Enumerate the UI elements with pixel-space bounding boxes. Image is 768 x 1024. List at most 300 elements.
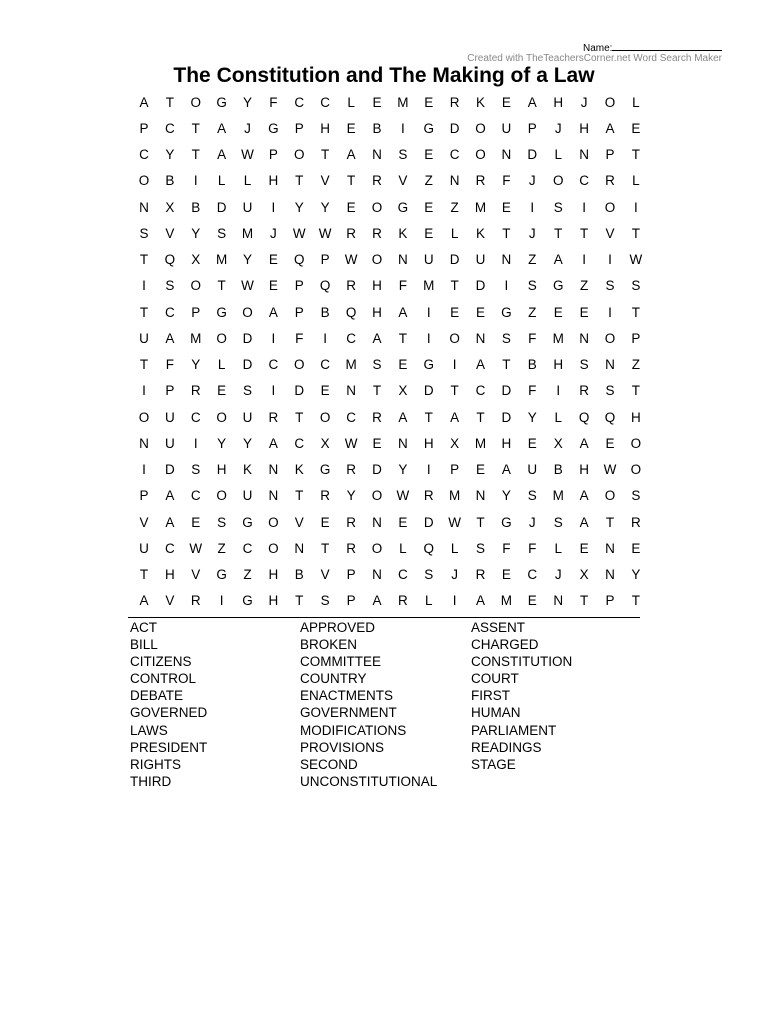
- grid-letter: C: [190, 409, 201, 425]
- grid-letter: L: [243, 173, 252, 189]
- grid-letter: U: [139, 330, 149, 346]
- grid-letter: Y: [243, 94, 253, 110]
- grid-letter: L: [554, 147, 562, 163]
- grid-letter: V: [191, 567, 201, 583]
- grid-row: [131, 404, 649, 430]
- grid-letter: W: [448, 514, 461, 530]
- grid-letter: T: [295, 593, 304, 609]
- grid-letter: S: [217, 514, 227, 530]
- grid-letter: D: [475, 278, 486, 294]
- grid-letter: E: [424, 225, 434, 241]
- grid-letter: A: [398, 304, 408, 320]
- grid-letter: S: [527, 278, 537, 294]
- grid-letter: O: [216, 330, 227, 346]
- grid-letter: S: [605, 278, 615, 294]
- grid-letter: E: [217, 383, 227, 399]
- grid-letter: T: [579, 593, 589, 609]
- grid-letter: H: [372, 278, 382, 294]
- grid-letter: M: [190, 330, 202, 346]
- grid-letter: X: [320, 435, 330, 451]
- letter-grid: [131, 89, 649, 614]
- grid-letter: K: [476, 94, 486, 110]
- grid-letter: E: [579, 540, 589, 556]
- grid-letter: H: [268, 567, 279, 583]
- grid-letter: G: [242, 593, 253, 609]
- grid-letter: O: [552, 173, 564, 189]
- word-item: COURT: [471, 671, 519, 687]
- grid-letter: Y: [631, 567, 641, 583]
- grid-letter: R: [423, 488, 434, 504]
- grid-letter: V: [165, 225, 175, 241]
- grid-letter: A: [217, 120, 227, 136]
- grid-letter: O: [268, 514, 279, 530]
- grid-letter: C: [346, 330, 356, 346]
- grid-letter: T: [502, 225, 511, 241]
- grid-letter: G: [501, 304, 512, 320]
- grid-letter: L: [632, 173, 640, 189]
- grid-letter: C: [579, 173, 589, 189]
- grid-letter: F: [528, 540, 537, 556]
- grid-letter: J: [528, 225, 536, 241]
- grid-letter: P: [294, 120, 304, 136]
- grid-letter: A: [268, 304, 278, 320]
- grid-letter: M: [552, 330, 564, 346]
- grid-letter: Z: [243, 567, 252, 583]
- grid-letter: S: [243, 383, 253, 399]
- word-item: HUMAN: [471, 705, 521, 721]
- grid-letter: C: [294, 435, 305, 451]
- grid-letter: U: [139, 540, 149, 556]
- grid-letter: N: [579, 330, 589, 346]
- grid-letter: H: [630, 409, 641, 425]
- grid-letter: R: [449, 94, 460, 110]
- grid-letter: P: [320, 252, 330, 268]
- grid-letter: S: [553, 514, 563, 530]
- grid-letter: N: [139, 435, 149, 451]
- grid-letter: E: [320, 383, 330, 399]
- grid-letter: N: [397, 252, 408, 268]
- grid-letter: H: [164, 567, 175, 583]
- grid-letter: B: [294, 567, 304, 583]
- grid-letter: N: [346, 383, 356, 399]
- word-item: BILL: [130, 637, 158, 653]
- grid-letter: E: [501, 567, 511, 583]
- grid-letter: A: [579, 514, 589, 530]
- grid-letter: U: [242, 199, 253, 215]
- grid-letter: E: [476, 304, 486, 320]
- grid-letter: L: [554, 540, 562, 556]
- grid-letter: S: [476, 540, 486, 556]
- grid-letter: O: [449, 330, 460, 346]
- grid-letter: Z: [528, 304, 537, 320]
- grid-letter: O: [630, 462, 642, 478]
- word-item: ACT: [130, 620, 157, 635]
- grid-letter: D: [423, 514, 434, 530]
- grid-letter: F: [295, 330, 304, 346]
- grid-letter: O: [190, 94, 201, 110]
- grid-letter: Y: [501, 488, 511, 504]
- grid-letter: R: [346, 514, 356, 530]
- grid-letter: C: [320, 357, 331, 373]
- grid-letter: H: [553, 94, 564, 110]
- grid-letter: T: [424, 409, 433, 425]
- grid-letter: H: [320, 120, 331, 136]
- grid-letter: A: [139, 94, 149, 110]
- grid-letter: A: [476, 357, 486, 373]
- grid-letter: E: [191, 514, 201, 530]
- grid-letter: J: [554, 567, 562, 583]
- grid-letter: L: [450, 540, 459, 556]
- grid-letter: R: [397, 593, 408, 609]
- grid-letter: T: [502, 357, 511, 373]
- grid-letter: J: [554, 120, 562, 136]
- grid-row: [131, 325, 649, 351]
- grid-letter: S: [320, 593, 330, 609]
- grid-letter: G: [216, 567, 227, 583]
- grid-letter: I: [633, 199, 638, 215]
- grid-letter: I: [426, 462, 431, 478]
- grid-letter: R: [320, 488, 331, 504]
- grid-letter: N: [372, 147, 382, 163]
- grid-letter: D: [449, 120, 460, 136]
- grid-letter: C: [139, 147, 149, 163]
- grid-letter: G: [501, 514, 512, 530]
- grid-letter: P: [605, 593, 615, 609]
- grid-letter: E: [501, 199, 511, 215]
- grid-letter: I: [582, 252, 586, 268]
- grid-letter: P: [346, 567, 356, 583]
- grid-letter: E: [424, 199, 434, 215]
- word-item: COMMITTEE: [300, 654, 381, 670]
- grid-letter: W: [292, 225, 306, 241]
- grid-letter: L: [347, 94, 355, 110]
- word-column: [471, 619, 641, 790]
- grid-letter: V: [398, 173, 408, 189]
- grid-letter: P: [527, 120, 537, 136]
- grid-letter: P: [294, 304, 304, 320]
- grid-letter: F: [269, 94, 278, 110]
- grid-letter: O: [190, 278, 201, 294]
- word-item: SECOND: [300, 756, 358, 772]
- grid-letter: T: [346, 173, 356, 189]
- grid-letter: A: [346, 147, 356, 163]
- grid-letter: I: [271, 199, 276, 215]
- grid-letter: S: [139, 225, 149, 241]
- grid-letter: E: [527, 435, 537, 451]
- grid-letter: W: [344, 252, 358, 268]
- grid-letter: O: [138, 173, 150, 189]
- grid-letter: N: [605, 540, 615, 556]
- grid-letter: X: [191, 252, 201, 268]
- grid-letter: E: [398, 514, 408, 530]
- grid-letter: T: [139, 252, 149, 268]
- grid-letter: I: [608, 304, 612, 320]
- word-item: READINGS: [471, 739, 542, 755]
- grid-letter: E: [579, 304, 589, 320]
- grid-letter: A: [398, 409, 408, 425]
- grid-letter: Z: [579, 278, 589, 294]
- grid-letter: S: [527, 488, 537, 504]
- grid-letter: D: [242, 330, 253, 346]
- grid-letter: V: [605, 225, 615, 241]
- grid-letter: J: [528, 173, 536, 189]
- grid-letter: K: [243, 462, 253, 478]
- grid-letter: D: [501, 383, 512, 399]
- grid-letter: S: [605, 383, 615, 399]
- grid-letter: I: [452, 357, 457, 373]
- grid-letter: M: [474, 199, 487, 215]
- grid-letter: Y: [527, 409, 537, 425]
- grid-letter: I: [504, 278, 509, 294]
- grid-letter: C: [449, 147, 460, 163]
- word-item: CONSTITUTION: [471, 654, 573, 670]
- grid-letter: W: [189, 540, 203, 556]
- grid-letter: T: [321, 147, 330, 163]
- grid-letter: C: [164, 120, 175, 136]
- word-item: GOVERNED: [130, 705, 208, 721]
- grid-letter: Z: [528, 252, 537, 268]
- grid-letter: T: [554, 225, 563, 241]
- grid-letter: F: [502, 540, 511, 556]
- grid-letter: S: [424, 567, 434, 583]
- grid-letter: I: [219, 593, 224, 609]
- grid-letter: U: [475, 252, 486, 268]
- grid-letter: C: [164, 304, 175, 320]
- grid-letter: R: [605, 173, 615, 189]
- grid-letter: R: [268, 409, 279, 425]
- grid-letter: M: [500, 593, 513, 609]
- grid-letter: J: [270, 225, 277, 241]
- grid-letter: K: [398, 225, 408, 241]
- grid-letter: N: [294, 540, 305, 556]
- grid-letter: X: [165, 199, 175, 215]
- grid-letter: D: [294, 383, 305, 399]
- grid-letter: O: [604, 488, 616, 504]
- grid-row: [131, 194, 649, 220]
- grid-letter: N: [139, 199, 149, 215]
- grid-letter: A: [501, 462, 511, 478]
- grid-letter: T: [139, 357, 149, 373]
- grid-letter: I: [142, 462, 146, 478]
- grid-letter: O: [268, 540, 279, 556]
- grid-letter: S: [398, 147, 408, 163]
- grid-letter: W: [241, 147, 254, 163]
- grid-letter: R: [475, 567, 486, 583]
- grid-letter: C: [527, 567, 538, 583]
- grid-letter: G: [268, 120, 279, 136]
- grid-letter: A: [553, 252, 563, 268]
- grid-letter: O: [319, 409, 331, 425]
- grid-letter: P: [346, 593, 356, 609]
- grid-letter: W: [318, 225, 332, 241]
- grid-letter: Y: [243, 252, 253, 268]
- grid-letter: T: [321, 540, 330, 556]
- grid-letter: Y: [191, 357, 201, 373]
- grid-letter: X: [398, 383, 408, 399]
- grid-letter: I: [142, 383, 146, 399]
- grid-letter: N: [475, 488, 486, 504]
- grid-letter: S: [165, 278, 175, 294]
- grid-letter: L: [217, 357, 226, 373]
- grid-letter: V: [320, 567, 330, 583]
- word-item: CONTROL: [130, 671, 197, 687]
- grid-letter: S: [191, 462, 201, 478]
- grid-letter: H: [423, 435, 434, 451]
- grid-letter: C: [475, 383, 486, 399]
- grid-letter: T: [605, 514, 615, 530]
- grid-letter: O: [294, 147, 305, 163]
- grid-letter: H: [268, 173, 279, 189]
- word-item: GOVERNMENT: [300, 705, 397, 721]
- grid-letter: I: [426, 304, 431, 320]
- grid-letter: P: [268, 147, 278, 163]
- grid-letter: O: [371, 488, 383, 504]
- grid-letter: I: [452, 593, 457, 609]
- grid-letter: N: [501, 252, 512, 268]
- grid-letter: U: [501, 120, 512, 136]
- grid-letter: A: [139, 593, 149, 609]
- grid-letter: R: [475, 173, 486, 189]
- credit-text: Created with TheTeachersCorner.net Word Search Maker: [467, 53, 722, 64]
- grid-letter: E: [424, 147, 434, 163]
- grid-letter: I: [530, 199, 535, 215]
- grid-letter: X: [553, 435, 563, 451]
- grid-letter: E: [346, 199, 356, 215]
- grid-letter: J: [580, 94, 588, 110]
- grid-row: [131, 115, 649, 141]
- word-column: [300, 619, 471, 790]
- grid-letter: I: [193, 173, 198, 189]
- grid-row: [131, 509, 649, 535]
- grid-letter: K: [294, 462, 304, 478]
- grid-letter: I: [271, 330, 276, 346]
- grid-letter: G: [423, 120, 434, 136]
- grid-letter: I: [193, 435, 198, 451]
- grid-letter: O: [630, 435, 642, 451]
- grid-letter: R: [579, 383, 589, 399]
- grid-letter: W: [603, 462, 617, 478]
- grid-letter: P: [450, 462, 460, 478]
- grid-letter: J: [451, 567, 458, 583]
- grid-letter: E: [372, 435, 382, 451]
- grid-letter: C: [294, 94, 305, 110]
- grid-letter: M: [552, 488, 564, 504]
- grid-letter: V: [294, 514, 304, 530]
- grid-letter: A: [372, 330, 382, 346]
- grid-letter: F: [398, 278, 407, 294]
- grid-letter: Z: [631, 357, 640, 373]
- grid-letter: O: [371, 252, 383, 268]
- grid-row: [131, 457, 649, 483]
- grid-letter: Q: [578, 409, 590, 425]
- grid-letter: U: [164, 435, 175, 451]
- grid-letter: E: [527, 593, 537, 609]
- grid-letter: B: [553, 462, 563, 478]
- grid-letter: L: [424, 593, 433, 609]
- grid-letter: R: [190, 383, 201, 399]
- grid-letter: H: [579, 462, 589, 478]
- grid-letter: L: [632, 94, 640, 110]
- grid-letter: V: [139, 514, 149, 530]
- grid-letter: F: [528, 330, 537, 346]
- grid-row: [131, 142, 649, 168]
- grid-letter: H: [372, 304, 382, 320]
- grid-letter: T: [631, 147, 640, 163]
- grid-letter: T: [295, 173, 304, 189]
- grid-letter: D: [242, 357, 253, 373]
- word-item: LAWS: [130, 722, 168, 738]
- grid-letter: N: [475, 330, 486, 346]
- grid-row: [131, 430, 649, 456]
- grid-letter: T: [295, 409, 304, 425]
- grid-letter: I: [142, 278, 146, 294]
- grid-letter: E: [631, 120, 641, 136]
- grid-letter: G: [319, 462, 331, 478]
- grid-row: [131, 352, 649, 378]
- grid-letter: J: [528, 514, 536, 530]
- grid-letter: Y: [191, 225, 201, 241]
- word-item: PARLIAMENT: [471, 722, 557, 738]
- grid-letter: T: [579, 225, 589, 241]
- grid-letter: N: [605, 567, 615, 583]
- grid-letter: L: [399, 540, 407, 556]
- word-item: FIRST: [471, 688, 510, 704]
- grid-letter: T: [139, 567, 149, 583]
- grid-letter: D: [501, 409, 512, 425]
- grid-letter: O: [294, 357, 305, 373]
- grid-letter: A: [165, 330, 175, 346]
- grid-letter: M: [449, 488, 461, 504]
- grid-letter: Y: [320, 199, 330, 215]
- grid-letter: B: [320, 304, 330, 320]
- name-blank-line[interactable]: [612, 41, 722, 51]
- grid-letter: O: [242, 304, 253, 320]
- word-column: [130, 619, 300, 790]
- grid-letter: U: [242, 409, 253, 425]
- grid-letter: C: [320, 94, 331, 110]
- grid-letter: O: [475, 120, 486, 136]
- grid-letter: N: [579, 147, 589, 163]
- grid-letter: B: [527, 357, 537, 373]
- grid-letter: C: [242, 540, 253, 556]
- grid-letter: D: [527, 147, 538, 163]
- grid-letter: M: [474, 435, 487, 451]
- grid-letter: U: [242, 488, 253, 504]
- grid-letter: Z: [424, 173, 433, 189]
- grid-letter: T: [295, 488, 304, 504]
- grid-letter: Y: [398, 462, 408, 478]
- word-item: APPROVED: [300, 620, 376, 635]
- grid-letter: T: [450, 383, 459, 399]
- grid-letter: H: [501, 435, 512, 451]
- grid-letter: T: [631, 225, 640, 241]
- grid-letter: A: [450, 409, 460, 425]
- grid-letter: T: [398, 330, 407, 346]
- grid-row: [131, 168, 649, 194]
- grid-letter: W: [344, 435, 358, 451]
- grid-letter: Q: [294, 252, 305, 268]
- grid-letter: O: [604, 330, 616, 346]
- grid-letter: P: [165, 383, 175, 399]
- grid-letter: U: [164, 409, 175, 425]
- grid-letter: G: [216, 94, 227, 110]
- grid-letter: N: [268, 488, 279, 504]
- grid-letter: E: [450, 304, 460, 320]
- grid-letter: O: [371, 540, 383, 556]
- grid-letter: T: [217, 278, 226, 294]
- grid-letter: P: [139, 488, 149, 504]
- grid-letter: Q: [604, 409, 616, 425]
